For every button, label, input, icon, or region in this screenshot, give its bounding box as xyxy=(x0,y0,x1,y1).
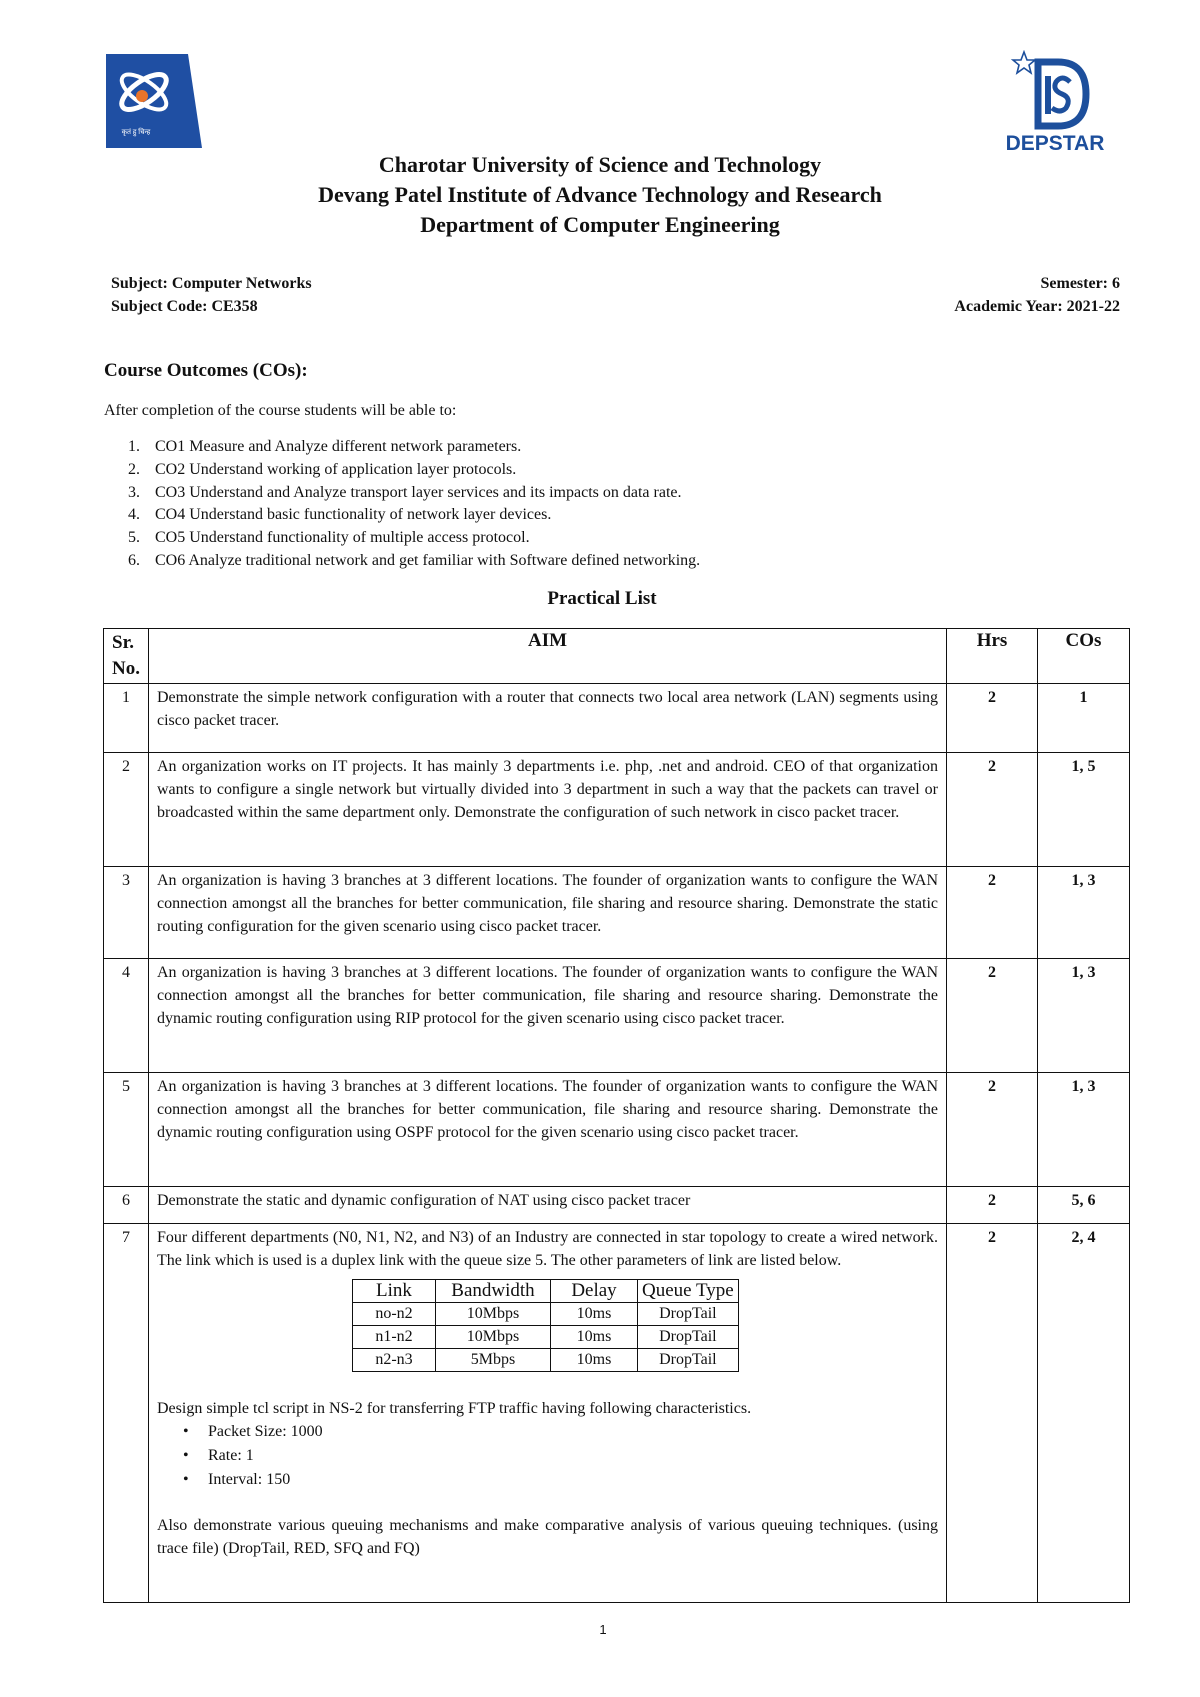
list-item: • Rate: 1 xyxy=(157,1444,938,1468)
subject-code: Subject Code: CE358 xyxy=(111,298,258,315)
university-name: Charotar University of Science and Technology xyxy=(378,152,822,177)
list-item: 2. CO2 Understand working of application layer protocols. xyxy=(128,460,517,478)
page-number: 1 xyxy=(599,1622,607,1637)
practical-list-title: Practical List xyxy=(547,588,657,609)
ftp-characteristics-list xyxy=(157,1420,938,1491)
link-parameters-table xyxy=(352,1279,739,1372)
table-row: 6 Demonstrate the static and dynamic configuration of NAT using cisco packet tracer 2 5, 6 xyxy=(104,1187,1130,1224)
subject-info xyxy=(111,272,312,318)
university-logo xyxy=(106,54,202,148)
table-row: n2-n3 5Mbps 10ms DropTail xyxy=(353,1348,739,1371)
course-outcomes-title: Course Outcomes (COs): xyxy=(104,360,308,381)
table-row: no-n2 10Mbps 10ms DropTail xyxy=(353,1302,739,1325)
department-name: Department of Computer Engineering xyxy=(420,212,780,237)
subject-name: Subject: Computer Networks xyxy=(111,275,312,292)
table-row: 3 An organization is having 3 branches at 3 different locations. The founder of organization wants to configure the WAN connection amongst all the branches for better communication, file sharing and resource sharing. Demonstrate the static routing configuration for the given scenario using cisco packet tracer. 2 1, 3 xyxy=(104,867,1130,959)
table-header-row xyxy=(104,629,1130,684)
table-row: 5 An organization is having 3 branches at 3 different locations. The founder of organization wants to configure the WAN connection amongst all the branches for better communication, file sharing and resource sharing. Demonstrate the dynamic routing configuration using OSPF protocol for the given scenario using cisco packet tracer. 2 1, 3 xyxy=(104,1073,1130,1187)
practical-table xyxy=(103,628,1130,1603)
document-header xyxy=(0,150,1200,240)
list-item: 6. CO6 Analyze traditional network and get familiar with Software defined networking. xyxy=(128,551,701,569)
table-row: n1-n2 10Mbps 10ms DropTail xyxy=(353,1325,739,1348)
list-item: 1. CO1 Measure and Analyze different network parameters. xyxy=(128,438,522,455)
logo-motto: कृतं हु चिन्‍ह xyxy=(121,128,151,136)
sr-no-header: Sr. No. xyxy=(104,629,149,684)
practical-7-closing: Also demonstrate various queuing mechanisms and make comparative analysis of various queuing techniques. (using trace file) (DropTail, RED, SFQ and FQ) xyxy=(157,1517,938,1557)
course-outcomes-intro: After completion of the course students will be able to: xyxy=(104,402,457,419)
practical-7-aim xyxy=(149,1224,947,1603)
semester-info xyxy=(954,272,1120,318)
list-item: 3. CO3 Understand and Analyze transport layer services and its impacts on data rate. xyxy=(128,483,682,501)
table-row: 1 Demonstrate the simple network configuration with a router that connects two local area network (LAN) segments using cisco packet tracer. 2 1 xyxy=(104,684,1130,753)
practical-7-intro: Four different departments (N0, N1, N2, and N3) of an Industry are connected in star topology to create a wired network. The link which is used is a duplex link with the queue size 5. The other parameters of link are listed below. xyxy=(157,1229,938,1269)
hrs-header: Hrs xyxy=(947,629,1038,684)
list-item: 5. CO5 Understand functionality of multiple access protocol. xyxy=(128,529,530,547)
depstar-label: DEPSTAR xyxy=(1005,132,1105,154)
table-row: 7 Four different departments (N0, N1, N2, and N3) of an Industry are connected in star topology to create a wired network. The link which is used is a duplex link with the queue size 5. The other parameters of link are listed below. Link Bandwidth Delay Queue Type no-n2 10Mbps 10ms DropTail n1-n2 10Mbps 10ms DropTail n2-n3 5Mbps 10ms DropTail Design simple tcl script in NS-2 for transferring FTP traffic having following characteristics. • Packet Size: 1000 • Rate: 1 • Interval: 150 Also demonstrate various queuing mechanisms and make comparative analysis of various queuing techniques. (using trace file) (DropTail, RED, SFQ and FQ) 2 2, 4 xyxy=(104,1224,1130,1603)
semester: Semester: 6 xyxy=(1040,275,1120,292)
table-row: 2 An organization works on IT projects. It has mainly 3 departments i.e. php, .net and android. CEO of that organization wants to configure a single network but virtually divided into 3 department in such a way that the packets can travel or broadcasted within the same department only. Demonstrate the configuration of such network in cisco packet tracer. 2 1, 5 xyxy=(104,753,1130,867)
aim-header: AIM xyxy=(149,629,947,684)
list-item: • Packet Size: 1000 xyxy=(157,1420,938,1444)
list-item: • Interval: 150 xyxy=(157,1468,938,1492)
table-row: 4 An organization is having 3 branches at 3 different locations. The founder of organization wants to configure the WAN connection amongst all the branches for better communication, file sharing and resource sharing. Demonstrate the dynamic routing configuration using RIP protocol for the given scenario using cisco packet tracer. 2 1, 3 xyxy=(104,959,1130,1073)
depstar-logo xyxy=(1000,50,1110,154)
institute-name: Devang Patel Institute of Advance Technology and Research xyxy=(318,182,882,207)
table-header-row: Link Bandwidth Delay Queue Type xyxy=(353,1279,739,1302)
practical-7-design: Design simple tcl script in NS-2 for transferring FTP traffic having following characteristics. xyxy=(157,1399,752,1417)
cos-header: COs xyxy=(1038,629,1130,684)
course-outcomes-list xyxy=(128,436,700,573)
list-item: 4. CO4 Understand basic functionality of network layer devices. xyxy=(128,506,552,524)
academic-year: Academic Year: 2021-22 xyxy=(954,298,1120,315)
